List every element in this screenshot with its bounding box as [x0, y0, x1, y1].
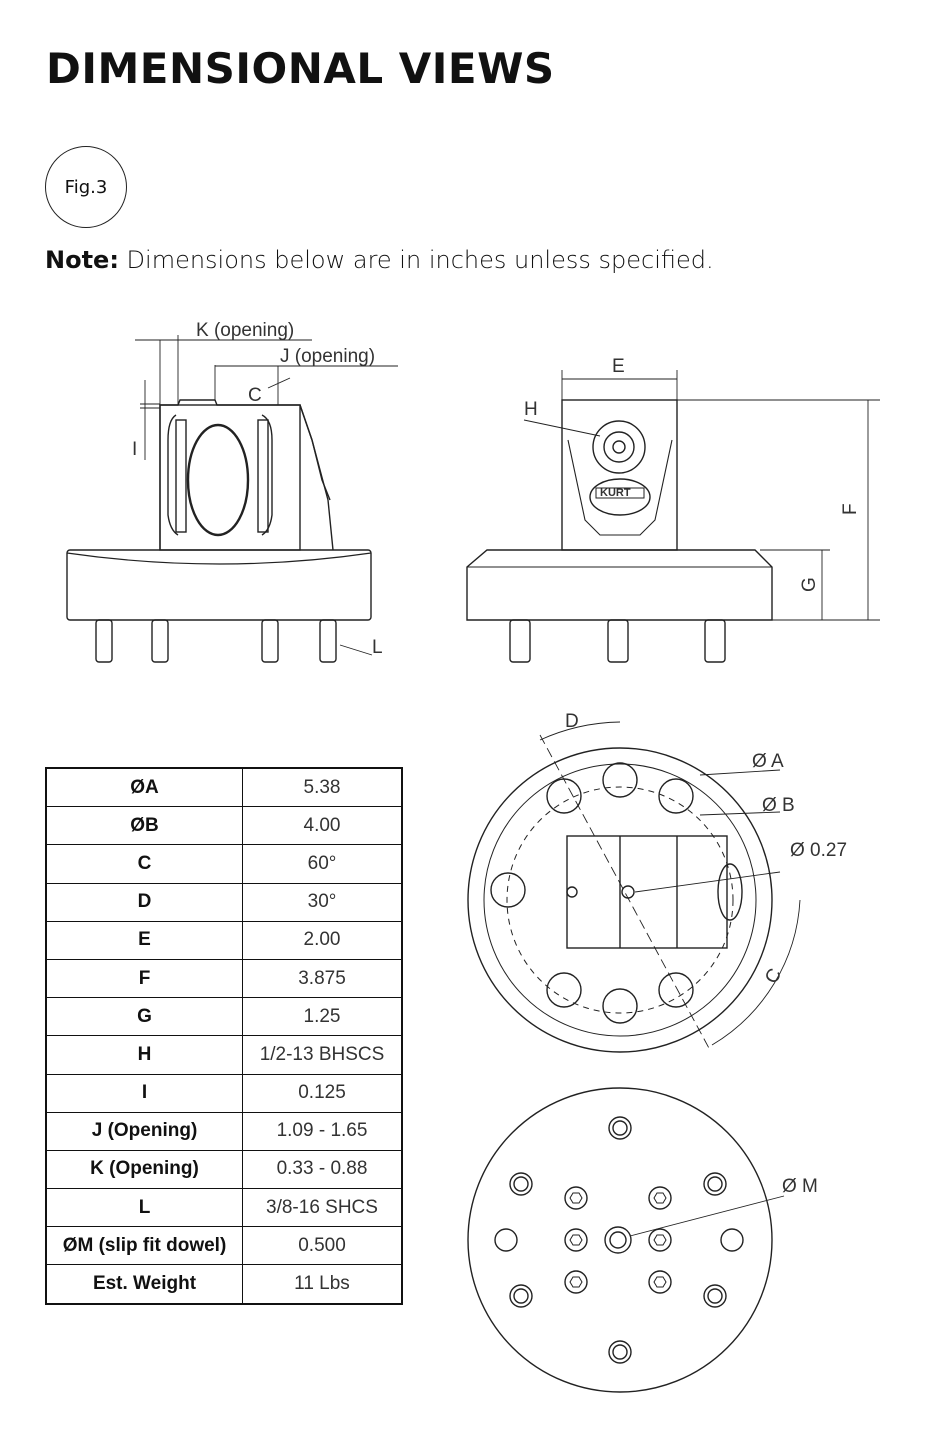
spec-value: 11 Lbs [243, 1265, 403, 1304]
spec-key: D [46, 883, 243, 921]
bottom-view [468, 1088, 784, 1392]
figure-label: Fig.3 [64, 176, 108, 198]
label-dia-027: Ø 0.27 [790, 840, 848, 861]
spec-value: 5.38 [243, 768, 403, 807]
spec-value: 2.00 [243, 921, 403, 959]
spec-value: 1/2-13 BHSCS [243, 1036, 403, 1074]
spec-key: J (Opening) [46, 1112, 243, 1150]
spec-value: 4.00 [243, 807, 403, 845]
table-row [46, 1150, 402, 1188]
spec-key: ØM (slip fit dowel) [46, 1227, 243, 1265]
label-j-opening: J (opening) [280, 346, 376, 367]
table-row [46, 998, 402, 1036]
spec-table [45, 767, 403, 1305]
table-row [46, 1189, 402, 1227]
label-d: D [565, 711, 579, 732]
spec-value: 60° [243, 845, 403, 883]
label-g: G [799, 577, 820, 592]
label-k-opening: K (opening) [196, 320, 295, 341]
table-row [46, 1074, 402, 1112]
label-h: H [524, 399, 538, 420]
spec-value: 3/8-16 SHCS [243, 1189, 403, 1227]
spec-key: Est. Weight [46, 1265, 243, 1304]
label-l: L [372, 637, 383, 658]
spec-key: L [46, 1189, 243, 1227]
spec-key: H [46, 1036, 243, 1074]
spec-key: F [46, 959, 243, 997]
label-e: E [612, 356, 625, 377]
spec-key: G [46, 998, 243, 1036]
spec-key: ØB [46, 807, 243, 845]
label-f: F [840, 503, 861, 515]
table-row [46, 921, 402, 959]
note-label: Note: [45, 246, 119, 274]
label-c: C [248, 385, 262, 406]
label-dia-a: Ø A [752, 751, 784, 772]
spec-value: 0.33 - 0.88 [243, 1150, 403, 1188]
table-row [46, 1036, 402, 1074]
page-title: DIMENSIONAL VIEWS [46, 44, 555, 93]
spec-value: 1.09 - 1.65 [243, 1112, 403, 1150]
label-dia-b: Ø B [762, 795, 795, 816]
table-row [46, 807, 402, 845]
spec-key: ØA [46, 768, 243, 807]
label-dia-m: Ø M [782, 1176, 818, 1197]
front-view [67, 335, 398, 662]
table-row [46, 1112, 402, 1150]
table-row [46, 845, 402, 883]
table-row [46, 959, 402, 997]
spec-value: 30° [243, 883, 403, 921]
note-text: Dimensions below are in inches unless specified. [118, 246, 714, 274]
table-row [46, 1227, 402, 1265]
spec-key: C [46, 845, 243, 883]
spec-key: E [46, 921, 243, 959]
spec-value: 3.875 [243, 959, 403, 997]
spec-key: K (Opening) [46, 1150, 243, 1188]
label-i: I [132, 439, 138, 460]
top-view [468, 722, 800, 1052]
table-row [46, 883, 402, 921]
logo-kurt: KURT [600, 487, 631, 499]
label-c-angle: C [761, 965, 787, 988]
spec-value: 1.25 [243, 998, 403, 1036]
spec-key: I [46, 1074, 243, 1112]
spec-value: 0.125 [243, 1074, 403, 1112]
table-row [46, 768, 402, 807]
spec-value: 0.500 [243, 1227, 403, 1265]
table-row [46, 1265, 402, 1304]
